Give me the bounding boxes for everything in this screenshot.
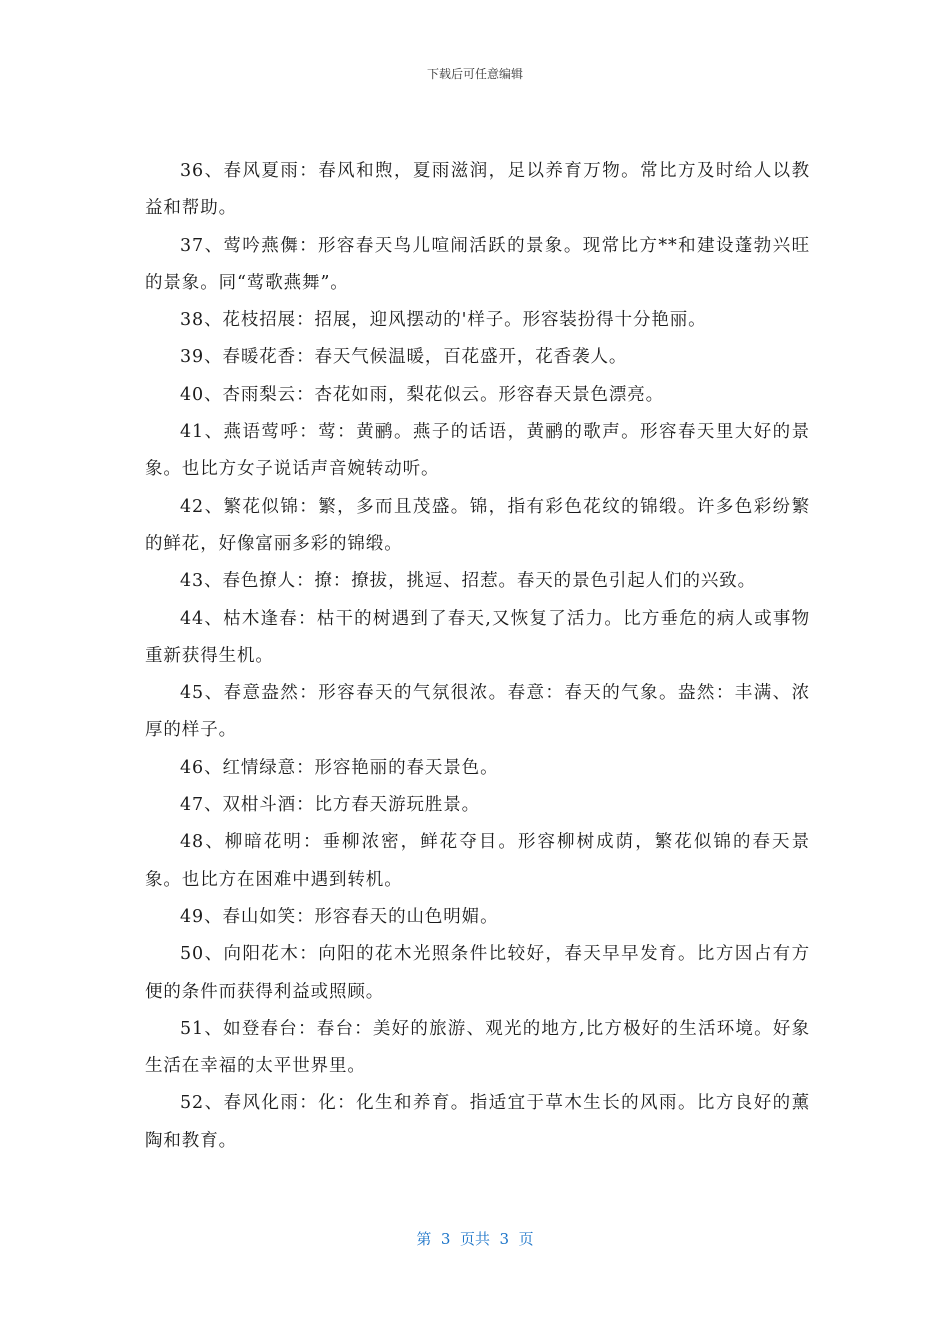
page-header: 下载后可任意编辑	[426, 67, 523, 81]
document-body	[145, 153, 810, 1160]
idiom-paragraph-42: 42、繁花似锦：繁，多而且茂盛。锦，指有彩色花纹的锦缎。许多色彩纷繁的鲜花，好像富丽多彩的锦缎。	[145, 496, 810, 554]
idiom-paragraph-49: 49、春山如笑：形容春天的山色明媚。	[180, 906, 499, 927]
idiom-paragraph-37: 37、莺吟燕儛：形容春天鸟儿喧闹活跃的景象。现常比方**和建设蓬勃兴旺的景象。同“莺歌燕舞”。	[145, 235, 810, 293]
idiom-paragraph-38: 38、花枝招展：招展，迎风摆动的'样子。形容装扮得十分艳丽。	[180, 310, 707, 331]
page-number-footer: 第 3 页共 3 页	[416, 1230, 534, 1248]
idiom-paragraph-36: 36、春风夏雨：春风和煦，夏雨滋润，足以养育万物。常比方及时给人以教益和帮助。	[145, 161, 810, 219]
idiom-paragraph-46: 46、红情绿意：形容艳丽的春天景色。	[180, 757, 499, 778]
idiom-paragraph-45: 45、春意盎然：形容春天的气氛很浓。春意：春天的气象。盎然：丰满、浓厚的样子。	[145, 683, 810, 741]
idiom-paragraph-41: 41、燕语莺呼：莺：黄鹂。燕子的话语，黄鹂的歌声。形容春天里大好的景象。也比方女子说话声音婉转动听。	[145, 422, 810, 480]
idiom-paragraph-43: 43、春色撩人：撩：撩拔，挑逗、招惹。春天的景色引起人们的兴致。	[180, 571, 757, 592]
idiom-paragraph-47: 47、双柑斗酒：比方春天游玩胜景。	[180, 795, 481, 816]
idiom-paragraph-44: 44、枯木逢春：枯干的树遇到了春天,又恢复了活力。比方垂危的病人或事物重新获得生机。	[145, 608, 810, 666]
idiom-paragraph-50: 50、向阳花木：向阳的花木光照条件比较好，春天早早发育。比方因占有方便的条件而获得利益或照顾。	[145, 944, 810, 1002]
idiom-paragraph-51: 51、如登春台：春台：美好的旅游、观光的地方,比方极好的生活环境。好象生活在幸福的太平世界里。	[145, 1018, 810, 1077]
idiom-paragraph-40: 40、杏雨梨云：杏花如雨，梨花似云。形容春天景色漂亮。	[180, 384, 665, 405]
idiom-paragraph-39: 39、春暖花香：春天气候温暖，百花盛开，花香袭人。	[180, 347, 628, 368]
idiom-paragraph-48: 48、柳暗花明：垂柳浓密，鲜花夺目。形容柳树成荫，繁花似锦的春天景象。也比方在困难中遇到转机。	[145, 832, 810, 890]
idiom-paragraph-52: 52、春风化雨：化：化生和养育。指适宜于草木生长的风雨。比方良好的薰陶和教育。	[145, 1093, 810, 1151]
